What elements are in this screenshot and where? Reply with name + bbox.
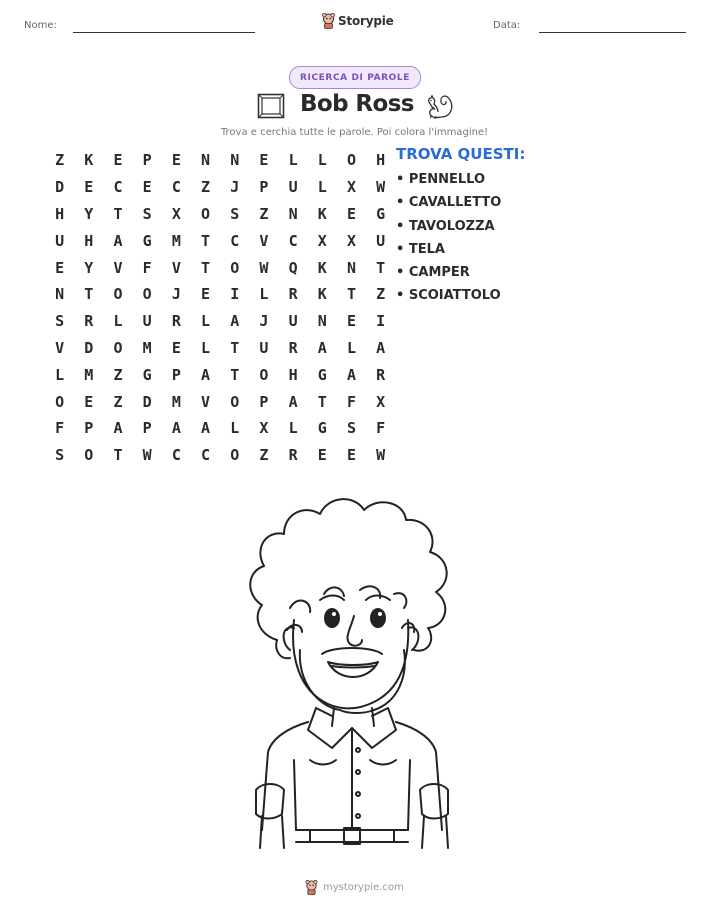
grid-letter[interactable]: E [346, 312, 356, 331]
grid-letter[interactable]: E [113, 151, 123, 170]
grid-letter[interactable]: A [113, 419, 123, 438]
grid-letter[interactable]: P [171, 365, 181, 384]
grid-letter[interactable]: P [259, 392, 269, 411]
grid-row [45, 388, 395, 415]
grid-letter[interactable]: D [55, 178, 65, 197]
grid-row [45, 174, 395, 201]
grid-letter[interactable]: S [230, 204, 240, 223]
grid-letter[interactable]: O [230, 392, 240, 411]
grid-letter[interactable]: T [376, 258, 386, 277]
grid-letter[interactable]: H [55, 204, 65, 223]
grid-row [45, 281, 395, 308]
grid-letter[interactable]: R [376, 365, 386, 384]
grid-row [45, 308, 395, 335]
grid-letter[interactable]: N [201, 151, 211, 170]
brand-logo [322, 13, 394, 29]
grid-letter[interactable]: E [346, 446, 356, 465]
name-label: Nome: [24, 20, 57, 31]
squirrel-icon [423, 91, 455, 121]
grid-letter[interactable]: Z [259, 446, 269, 465]
footer-url: mystorypie.com [323, 882, 404, 893]
date-label: Data: [493, 20, 521, 31]
grid-letter[interactable]: T [230, 365, 240, 384]
grid-letter[interactable]: U [376, 231, 386, 250]
grid-letter[interactable]: X [376, 392, 386, 411]
grid-row [45, 415, 395, 442]
grid-letter[interactable]: O [201, 204, 211, 223]
grid-letter[interactable]: E [346, 204, 356, 223]
grid-letter[interactable]: O [259, 365, 269, 384]
storypie-mascot-icon [305, 880, 318, 895]
grid-letter[interactable]: H [376, 151, 386, 170]
grid-letter[interactable]: K [84, 151, 94, 170]
grid-letter[interactable]: S [55, 446, 65, 465]
grid-letter[interactable]: M [171, 392, 181, 411]
grid-letter[interactable]: E [317, 446, 327, 465]
grid-letter[interactable]: O [113, 338, 123, 357]
grid-letter[interactable]: L [113, 312, 123, 331]
word-list-title: TROVA QUESTI: [396, 145, 526, 163]
grid-letter[interactable]: A [317, 338, 327, 357]
grid-letter[interactable]: N [230, 151, 240, 170]
grid-letter[interactable]: L [201, 338, 211, 357]
grid-letter[interactable]: O [346, 151, 356, 170]
grid-letter[interactable]: L [259, 285, 269, 304]
grid-letter[interactable]: Y [84, 258, 94, 277]
grid-letter[interactable]: Z [376, 285, 386, 304]
grid-letter[interactable]: L [55, 365, 65, 384]
grid-letter[interactable]: F [346, 392, 356, 411]
grid-letter[interactable]: A [230, 312, 240, 331]
grid-letter[interactable]: L [201, 312, 211, 331]
word-list-item: • PENNELLO [396, 172, 501, 195]
grid-letter[interactable]: P [142, 151, 152, 170]
grid-letter[interactable]: T [201, 231, 211, 250]
word-list-item: • SCOIATTOLO [396, 288, 501, 311]
grid-letter[interactable]: E [84, 392, 94, 411]
grid-letter[interactable]: D [142, 392, 152, 411]
grid-letter[interactable]: R [84, 312, 94, 331]
grid-letter[interactable]: R [288, 285, 298, 304]
grid-letter[interactable]: L [346, 338, 356, 357]
grid-letter[interactable]: S [55, 312, 65, 331]
grid-letter[interactable]: V [55, 338, 65, 357]
name-line[interactable] [73, 32, 255, 33]
grid-letter[interactable]: O [113, 285, 123, 304]
grid-letter[interactable]: A [113, 231, 123, 250]
grid-letter[interactable]: V [201, 392, 211, 411]
grid-letter[interactable]: E [171, 338, 181, 357]
grid-letter[interactable]: T [113, 446, 123, 465]
grid-letter[interactable]: U [142, 312, 152, 331]
grid-letter[interactable]: O [55, 392, 65, 411]
grid-letter[interactable]: A [376, 338, 386, 357]
grid-letter[interactable]: J [171, 285, 181, 304]
word-list-item: • CAMPER [396, 265, 501, 288]
grid-letter[interactable]: O [84, 446, 94, 465]
grid-letter[interactable]: N [346, 258, 356, 277]
grid-letter[interactable]: S [142, 204, 152, 223]
grid-letter[interactable]: A [201, 419, 211, 438]
grid-letter[interactable]: U [259, 338, 269, 357]
grid-letter[interactable]: Z [201, 178, 211, 197]
storypie-mascot-icon [322, 13, 335, 29]
grid-letter[interactable]: G [317, 419, 327, 438]
grid-letter[interactable]: P [259, 178, 269, 197]
grid-letter[interactable]: C [230, 231, 240, 250]
grid-row [45, 335, 395, 362]
grid-letter[interactable]: U [288, 178, 298, 197]
grid-letter[interactable]: Z [113, 392, 123, 411]
word-list-item: • TAVOLOZZA [396, 219, 501, 242]
grid-letter[interactable]: I [230, 285, 240, 304]
grid-letter[interactable]: T [113, 204, 123, 223]
grid-letter[interactable]: W [259, 258, 269, 277]
grid-letter[interactable]: F [142, 258, 152, 277]
grid-letter[interactable]: K [317, 258, 327, 277]
grid-row [45, 227, 395, 254]
grid-letter[interactable]: Y [84, 204, 94, 223]
grid-letter[interactable]: F [55, 419, 65, 438]
grid-letter[interactable]: G [142, 365, 152, 384]
grid-letter[interactable]: A [201, 365, 211, 384]
grid-letter[interactable]: G [376, 204, 386, 223]
grid-letter[interactable]: Z [259, 204, 269, 223]
grid-letter[interactable]: E [171, 151, 181, 170]
grid-letter[interactable]: A [346, 365, 356, 384]
grid-letter[interactable]: N [317, 312, 327, 331]
grid-letter[interactable]: E [259, 151, 269, 170]
grid-letter[interactable]: V [113, 258, 123, 277]
grid-letter[interactable]: E [142, 178, 152, 197]
grid-letter[interactable]: G [142, 231, 152, 250]
grid-letter[interactable]: L [230, 419, 240, 438]
grid-letter[interactable]: H [288, 365, 298, 384]
grid-letter[interactable]: N [288, 204, 298, 223]
grid-letter[interactable]: X [171, 204, 181, 223]
word-list-item: • CAVALLETTO [396, 195, 501, 218]
grid-letter[interactable]: O [142, 285, 152, 304]
grid-letter[interactable]: W [142, 446, 152, 465]
grid-row [45, 254, 395, 281]
footer [305, 880, 404, 895]
word-list [396, 172, 501, 312]
grid-letter[interactable]: P [142, 419, 152, 438]
grid-letter[interactable]: V [171, 258, 181, 277]
grid-letter[interactable]: M [142, 338, 152, 357]
grid-letter[interactable]: C [201, 446, 211, 465]
grid-letter[interactable]: K [317, 204, 327, 223]
grid-letter[interactable]: J [230, 178, 240, 197]
grid-letter[interactable]: C [288, 231, 298, 250]
grid-letter[interactable]: E [84, 178, 94, 197]
grid-letter[interactable]: R [171, 312, 181, 331]
grid-letter[interactable]: C [171, 446, 181, 465]
grid-letter[interactable]: D [84, 338, 94, 357]
brand-name: Storypie [338, 14, 394, 28]
grid-letter[interactable]: K [317, 285, 327, 304]
grid-letter[interactable]: G [317, 365, 327, 384]
grid-letter[interactable]: N [55, 285, 65, 304]
grid-letter[interactable]: W [376, 178, 386, 197]
grid-letter[interactable]: C [113, 178, 123, 197]
activity-badge: RICERCA DI PAROLE [289, 66, 421, 89]
grid-letter[interactable]: E [55, 258, 65, 277]
grid-letter[interactable]: X [346, 178, 356, 197]
grid-letter[interactable]: A [288, 392, 298, 411]
grid-letter[interactable]: R [288, 338, 298, 357]
picture-frame-icon [257, 93, 285, 119]
grid-row [45, 361, 395, 388]
grid-letter[interactable]: X [317, 231, 327, 250]
instructions: Trova e cerchia tutte le parole. Poi colora l'immagine! [220, 127, 489, 138]
grid-row [45, 147, 395, 174]
grid-letter[interactable]: Z [55, 151, 65, 170]
page-title: Bob Ross [300, 91, 414, 117]
grid-letter[interactable]: L [317, 178, 327, 197]
grid-letter[interactable]: P [84, 419, 94, 438]
grid-letter[interactable]: L [288, 419, 298, 438]
grid-letter[interactable]: C [171, 178, 181, 197]
grid-letter[interactable]: L [288, 151, 298, 170]
grid-letter[interactable]: T [230, 338, 240, 357]
bob-ross-illustration[interactable] [232, 490, 472, 852]
grid-letter[interactable]: W [376, 446, 386, 465]
grid-letter[interactable]: R [288, 446, 298, 465]
grid-letter[interactable]: F [376, 419, 386, 438]
grid-letter[interactable]: T [84, 285, 94, 304]
grid-letter[interactable]: U [55, 231, 65, 250]
date-line[interactable] [539, 32, 686, 33]
grid-letter[interactable]: U [288, 312, 298, 331]
grid-letter[interactable]: L [317, 151, 327, 170]
grid-letter[interactable]: Z [113, 365, 123, 384]
grid-letter[interactable]: X [346, 231, 356, 250]
grid-letter[interactable]: M [84, 365, 94, 384]
grid-letter[interactable]: A [171, 419, 181, 438]
grid-row [45, 442, 395, 469]
word-search-grid[interactable] [45, 147, 395, 469]
grid-letter[interactable]: M [171, 231, 181, 250]
grid-letter[interactable]: S [346, 419, 356, 438]
grid-letter[interactable]: O [230, 446, 240, 465]
grid-letter[interactable]: E [201, 285, 211, 304]
word-list-item: • TELA [396, 242, 501, 265]
grid-letter[interactable]: O [230, 258, 240, 277]
grid-letter[interactable]: T [201, 258, 211, 277]
grid-letter[interactable]: I [376, 312, 386, 331]
grid-letter[interactable]: T [346, 285, 356, 304]
grid-letter[interactable]: T [317, 392, 327, 411]
grid-letter[interactable]: H [84, 231, 94, 250]
grid-letter[interactable]: V [259, 231, 269, 250]
grid-row [45, 201, 395, 228]
grid-letter[interactable]: J [259, 312, 269, 331]
grid-letter[interactable]: X [259, 419, 269, 438]
grid-letter[interactable]: Q [288, 258, 298, 277]
